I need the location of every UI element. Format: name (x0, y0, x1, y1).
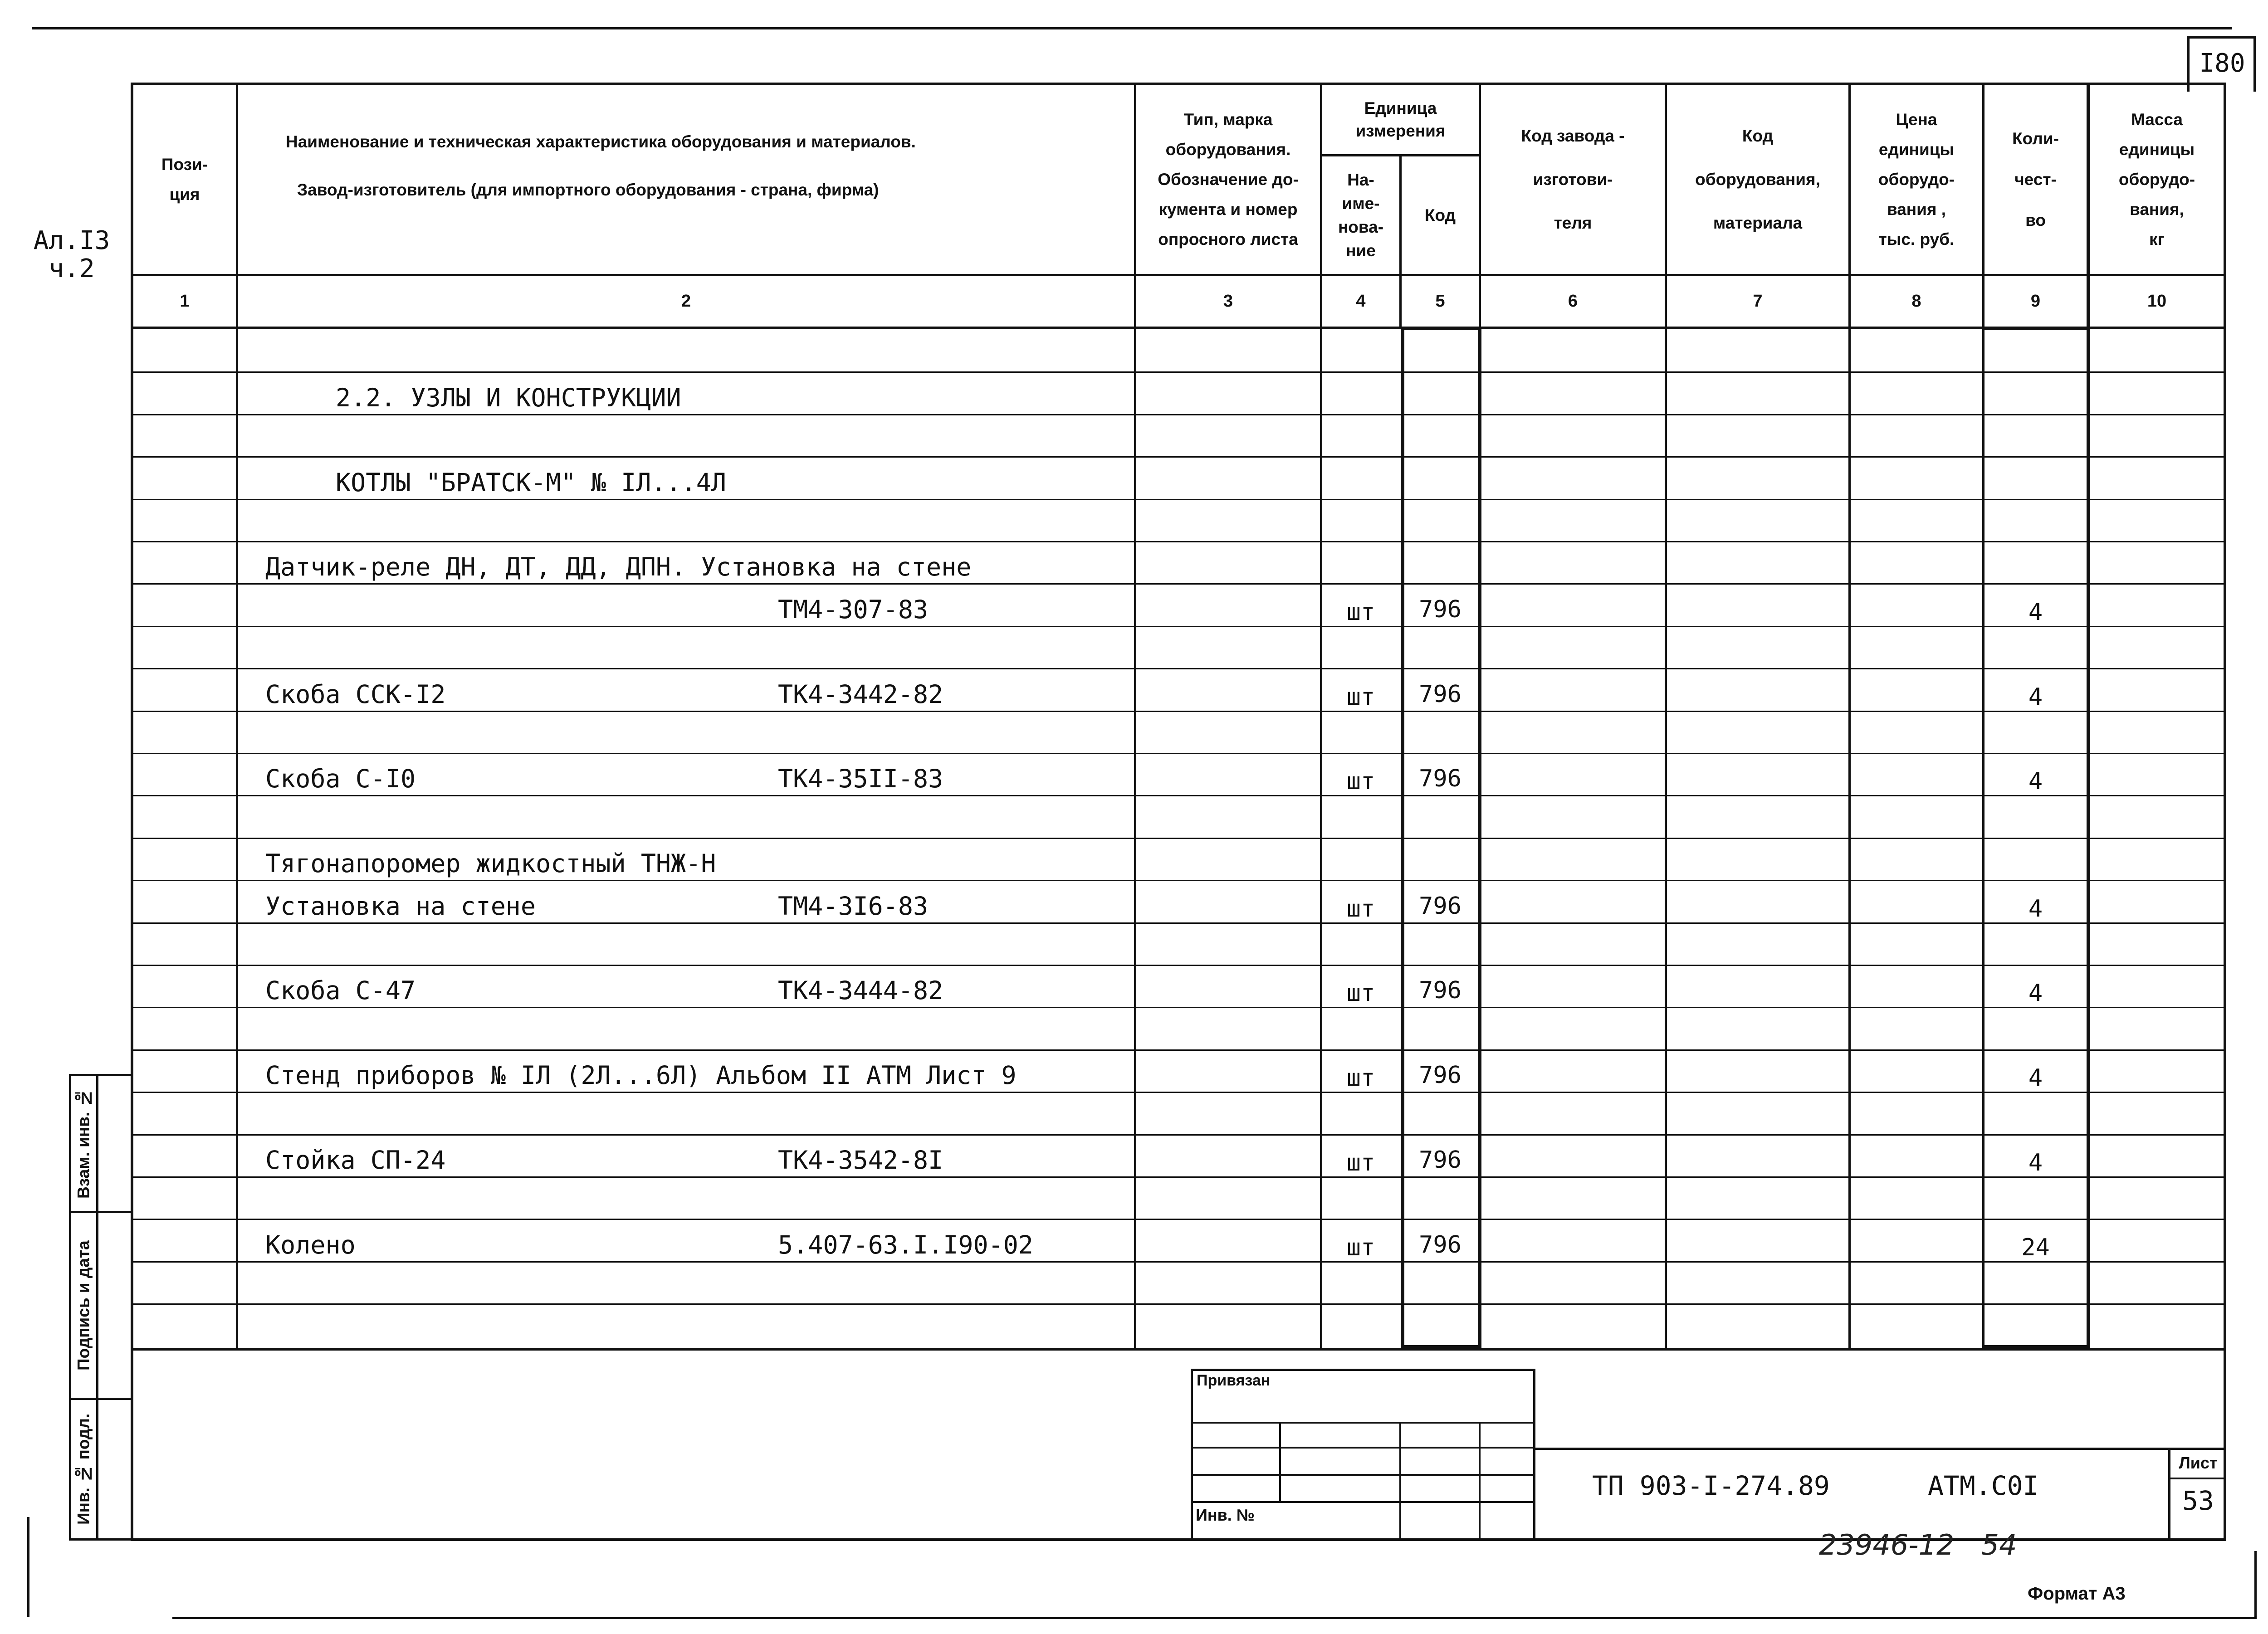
row-unit-code: 796 (1419, 893, 1461, 920)
row-quantity: 4 (2028, 980, 2043, 1007)
stamp-privyazan: Привязан (1197, 1372, 1271, 1389)
row-unit: шт (1346, 599, 1375, 626)
album-mark-line1: Ал.I3 (33, 226, 110, 255)
colnum-2: 2 (681, 292, 691, 311)
row-name: Колено (265, 1230, 356, 1259)
row-name: 2.2. УЗЛЫ И КОНСТРУКЦИИ (336, 383, 681, 412)
row-unit-code: 796 (1419, 977, 1461, 1004)
colnum-7: 7 (1753, 292, 1763, 311)
header-unit-name: На- име- нова- ние (1338, 170, 1384, 260)
colnum-5: 5 (1435, 292, 1445, 311)
row-unit-code: 796 (1419, 1231, 1461, 1258)
row-quantity: 4 (2028, 895, 2043, 922)
row-unit: шт (1346, 1234, 1375, 1261)
header-equipment-code: Код оборудования, материала (1695, 127, 1820, 232)
stamp-podpis-data: Подпись и дата (74, 1240, 93, 1371)
colnum-8: 8 (1911, 292, 1921, 311)
top-sheet-number: I80 (2199, 49, 2245, 78)
stamp-inv-no: Инв. № (1196, 1506, 1255, 1524)
row-unit-code: 796 (1419, 1062, 1461, 1089)
row-unit-code: 796 (1419, 596, 1461, 623)
header-mass: Масса единицы оборудо- вания, кг (2118, 110, 2195, 249)
header-unit-code: Код (1424, 205, 1456, 224)
row-document: ТМ4-307-83 (778, 595, 929, 624)
row-name: Стойка СП-24 (265, 1146, 446, 1175)
row-document: ТК4-3444-82 (778, 976, 943, 1005)
header-position: Пози- ция (161, 155, 208, 204)
handwritten-note: 23946-12 54 (1819, 1528, 2017, 1561)
row-quantity: 4 (2028, 1064, 2043, 1092)
row-name: Установка на стене (265, 892, 536, 921)
colnum-4: 4 (1356, 292, 1366, 311)
row-unit: шт (1346, 1064, 1375, 1092)
stamp-vzam-inv: Взам. инв. № (74, 1088, 93, 1199)
row-name: Датчик-реле ДН, ДТ, ДД, ДПН. Установка на стене (265, 552, 972, 581)
row-document: ТК4-3442-82 (778, 680, 943, 709)
row-name: Скоба ССК-I2 (265, 680, 446, 709)
colnum-10: 10 (2147, 292, 2167, 311)
row-name: Стенд приборов № IЛ (2Л...6Л) Альбом II АТМ Лист 9 (265, 1061, 1017, 1090)
row-unit: шт (1346, 768, 1375, 795)
set-code: АТМ.С0I (1928, 1470, 2039, 1501)
header-unit-group: Единица измерения (1355, 99, 1446, 140)
row-unit-code: 796 (1419, 1146, 1461, 1174)
row-name: Скоба С-47 (265, 976, 416, 1005)
stamp-inv-podl: Инв. № подл. (74, 1413, 93, 1525)
row-quantity: 4 (2028, 1149, 2043, 1176)
colnum-1: 1 (180, 292, 190, 311)
row-document: 5.407-63.I.I90-02 (778, 1230, 1033, 1259)
sheet-value: 53 (2182, 1485, 2214, 1516)
row-unit-code: 796 (1419, 765, 1461, 792)
row-document: ТК4-3542-8I (778, 1146, 943, 1175)
header-name-line2: Завод-изготовитель (для импортного оборудования - страна, фирма) (297, 180, 879, 199)
row-document: ТМ4-3I6-83 (778, 892, 929, 921)
row-unit: шт (1346, 683, 1375, 711)
colnum-9: 9 (2030, 292, 2041, 311)
album-mark (26, 227, 117, 283)
row-name: КОТЛЫ "БРАТСК-М" № IЛ...4Л (336, 468, 726, 497)
row-unit: шт (1346, 1149, 1375, 1176)
header-price: Цена единицы оборудо- вания , тыс. руб. (1878, 110, 1955, 249)
header-quantity: Коли- чест- во (2012, 129, 2059, 229)
row-name: Скоба С-I0 (265, 764, 416, 793)
row-quantity: 4 (2028, 599, 2043, 626)
row-name: Тягонапоромер жидкостный ТНЖ-Н (265, 849, 716, 878)
row-unit: шт (1346, 980, 1375, 1007)
row-quantity: 4 (2028, 768, 2043, 795)
row-document: ТК4-35II-83 (778, 764, 943, 793)
project-code: ТП 903-I-274.89 (1592, 1470, 1830, 1501)
header-name-line1: Наименование и техническая характеристика оборудования и материалов. (286, 132, 916, 151)
row-unit: шт (1346, 895, 1375, 922)
album-mark-line2: ч.2 (49, 254, 95, 283)
row-quantity: 24 (2021, 1234, 2050, 1261)
row-quantity: 4 (2028, 683, 2043, 711)
row-unit-code: 796 (1419, 681, 1461, 708)
colnum-3: 3 (1223, 292, 1233, 311)
header-type: Тип, марка оборудования. Обозначение до- кумента и номер опросного листа (1158, 110, 1299, 249)
sheet-label: Лист (2179, 1454, 2218, 1472)
header-factory-code: Код завода - изготови- теля (1521, 127, 1625, 232)
header-name (238, 85, 1134, 274)
format-label: Формат А3 (2028, 1584, 2126, 1604)
colnum-6: 6 (1568, 292, 1578, 311)
